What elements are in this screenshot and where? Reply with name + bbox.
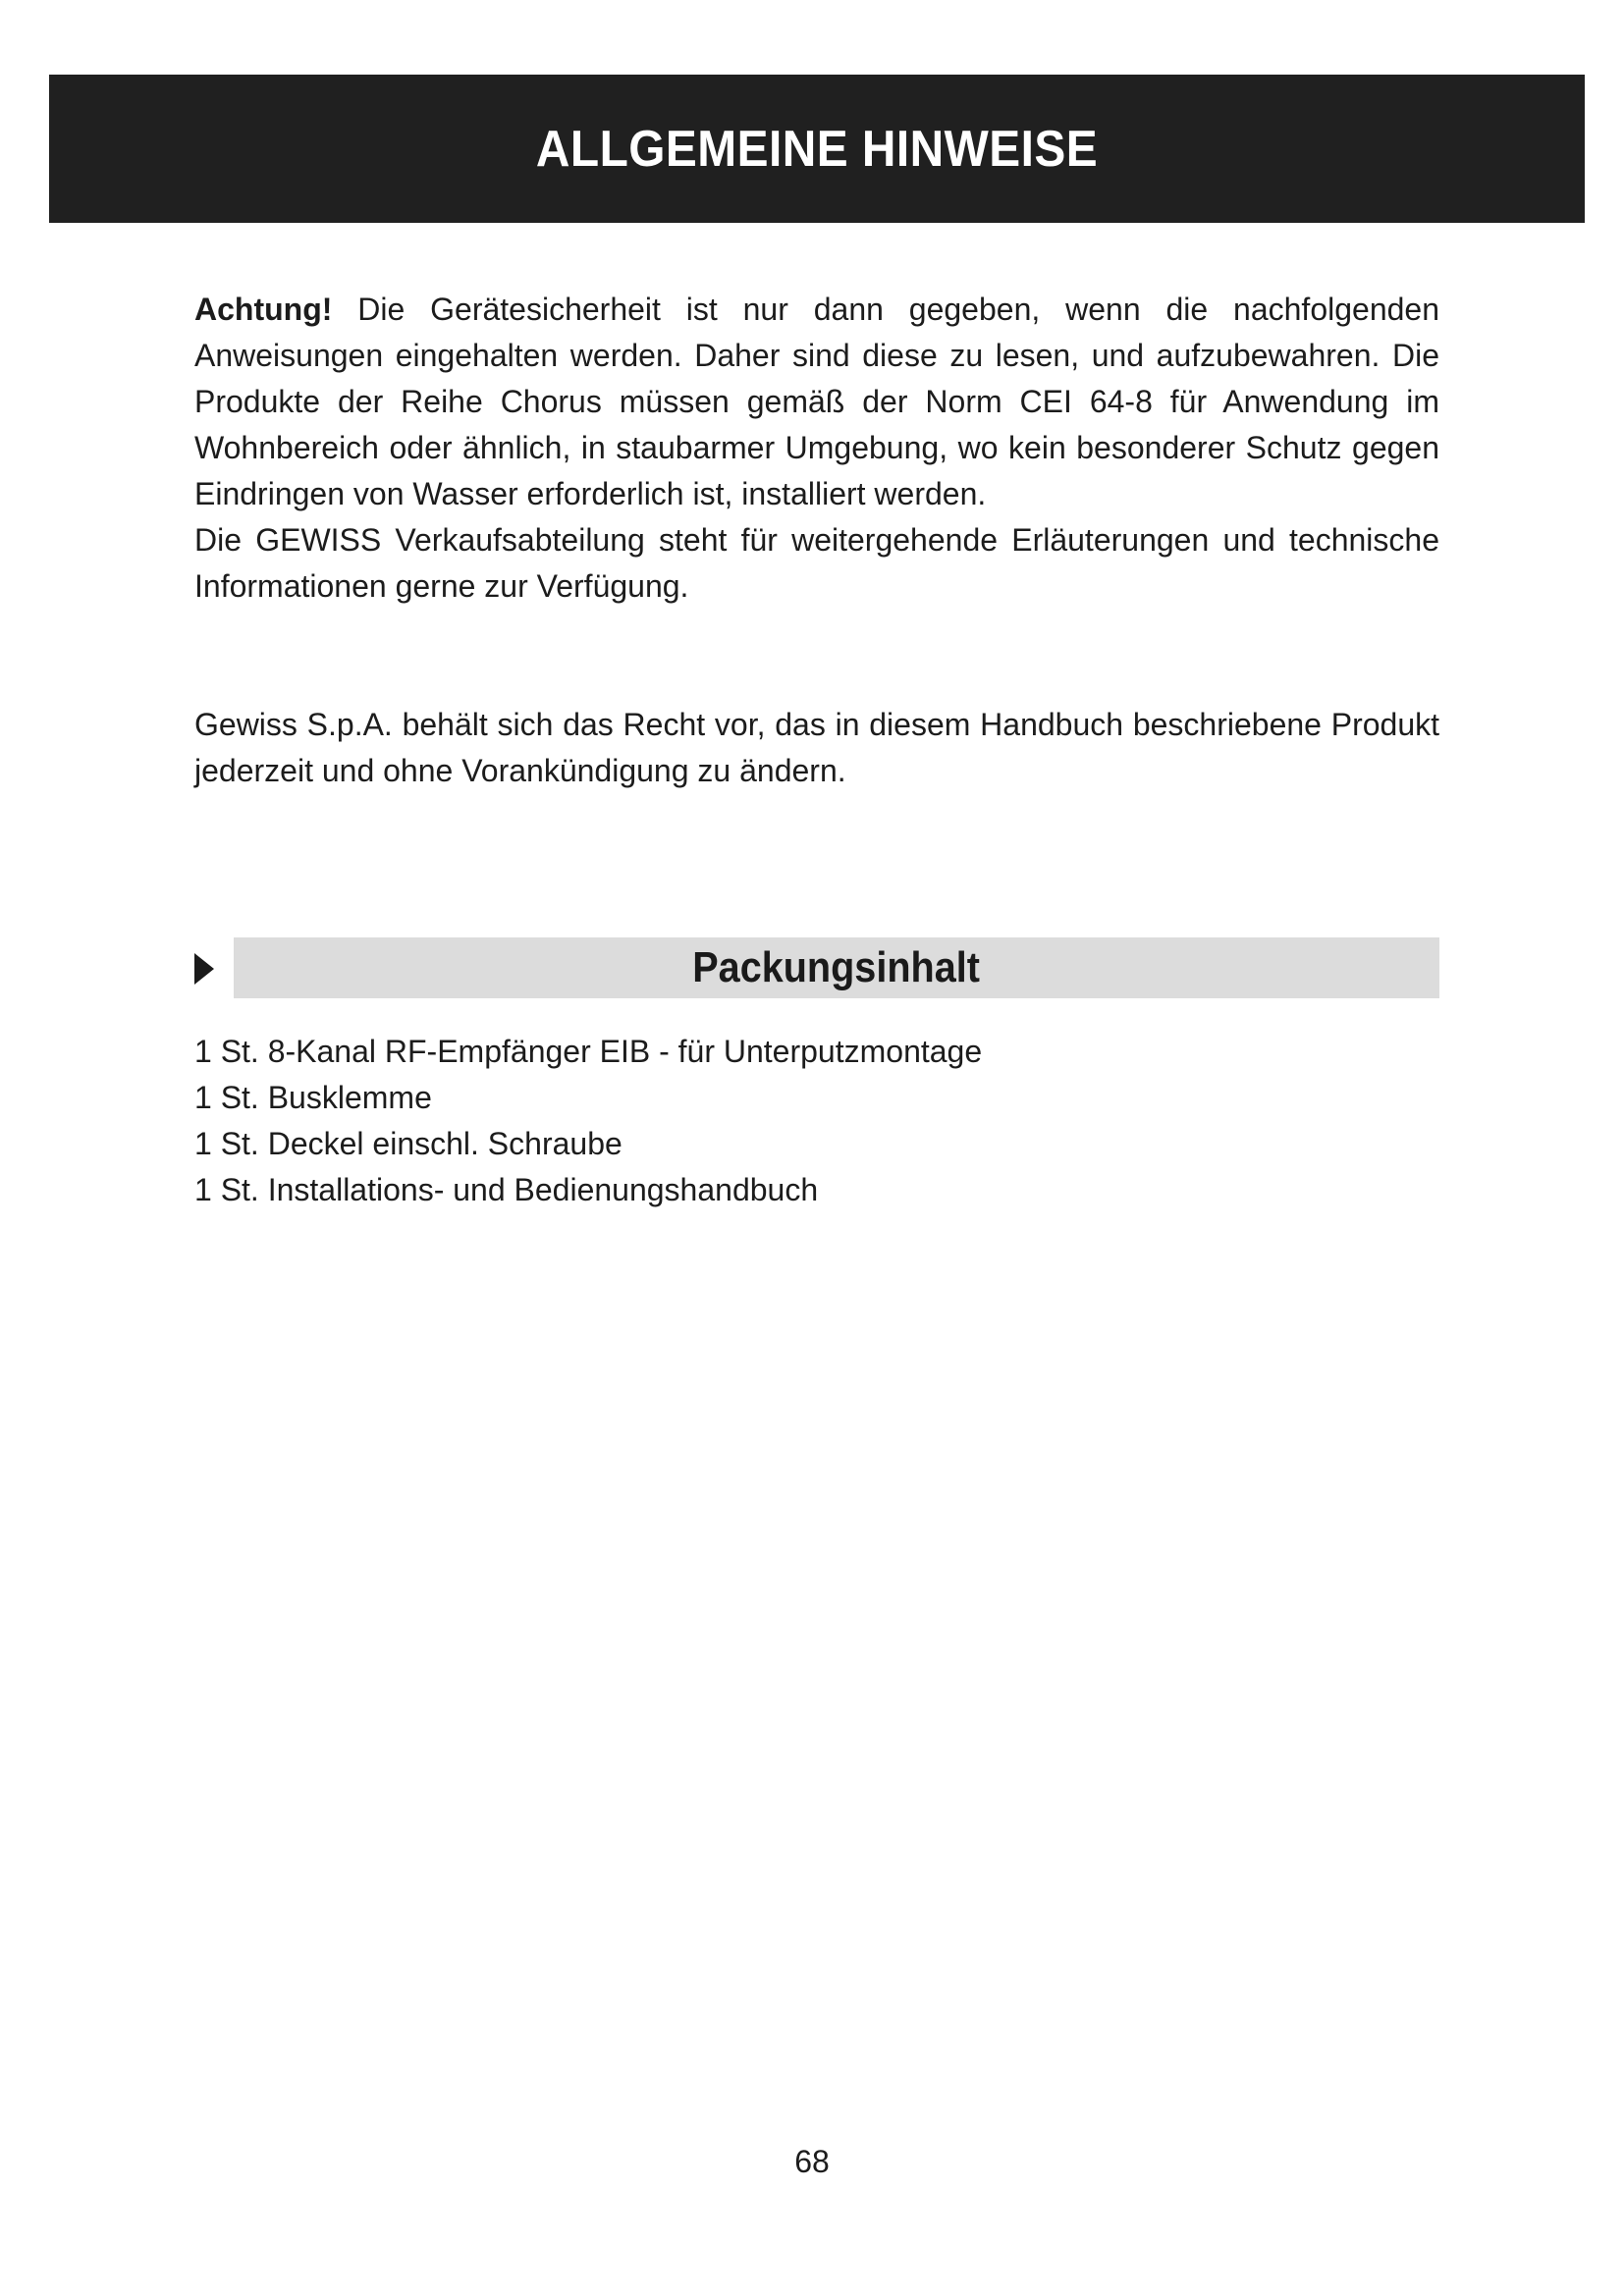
list-item: 1 St. 8-Kanal RF-Empfänger EIB - für Unterputzmontage	[194, 1034, 983, 1069]
package-section-header	[194, 937, 1439, 998]
page-title: ALLGEMEINE HINWEISE	[535, 120, 1099, 178]
list-item: 1 St. Deckel einschl. Schraube	[194, 1126, 623, 1161]
list-item: 1 St. Busklemme	[194, 1080, 432, 1115]
section-title: Packungsinhalt	[692, 943, 981, 991]
list-item: 1 St. Installations- und Bedienungshandbuch	[194, 1172, 819, 1207]
page-header	[49, 75, 1585, 223]
warning-paragraph	[194, 287, 1439, 517]
contact-paragraph: Die GEWISS Verkaufsabteilung steht für weitergehende Erläuterungen und technische Informationen gerne zur Verfügung.	[194, 522, 1439, 604]
notice-section	[194, 702, 1439, 794]
page-number: 68	[794, 2144, 830, 2179]
warning-section	[194, 287, 1439, 610]
section-bar	[234, 937, 1439, 998]
warning-text: Die Gerätesicherheit ist nur dann gegeben, wenn die nachfolgenden Anweisungen eingehalten werden. Daher sind diese zu lesen, und aufzubewahren. Die Produkte der Reihe Chorus müssen gemäß der Norm CEI 64-8 für Anwendung im Wohnbereich oder ähnlich, in staubarmer Umgebung, wo kein besonderer Schutz gegen Eindringen von Wasser erforderlich ist, installiert werden.	[194, 292, 1439, 511]
notice-paragraph: Gewiss S.p.A. behält sich das Recht vor, das in diesem Handbuch beschriebene Produkt jederzeit und ohne Vorankündigung zu ändern.	[194, 707, 1439, 788]
package-list	[194, 1029, 982, 1213]
arrow-right-icon	[194, 953, 214, 985]
warning-lead: Achtung!	[194, 292, 333, 327]
